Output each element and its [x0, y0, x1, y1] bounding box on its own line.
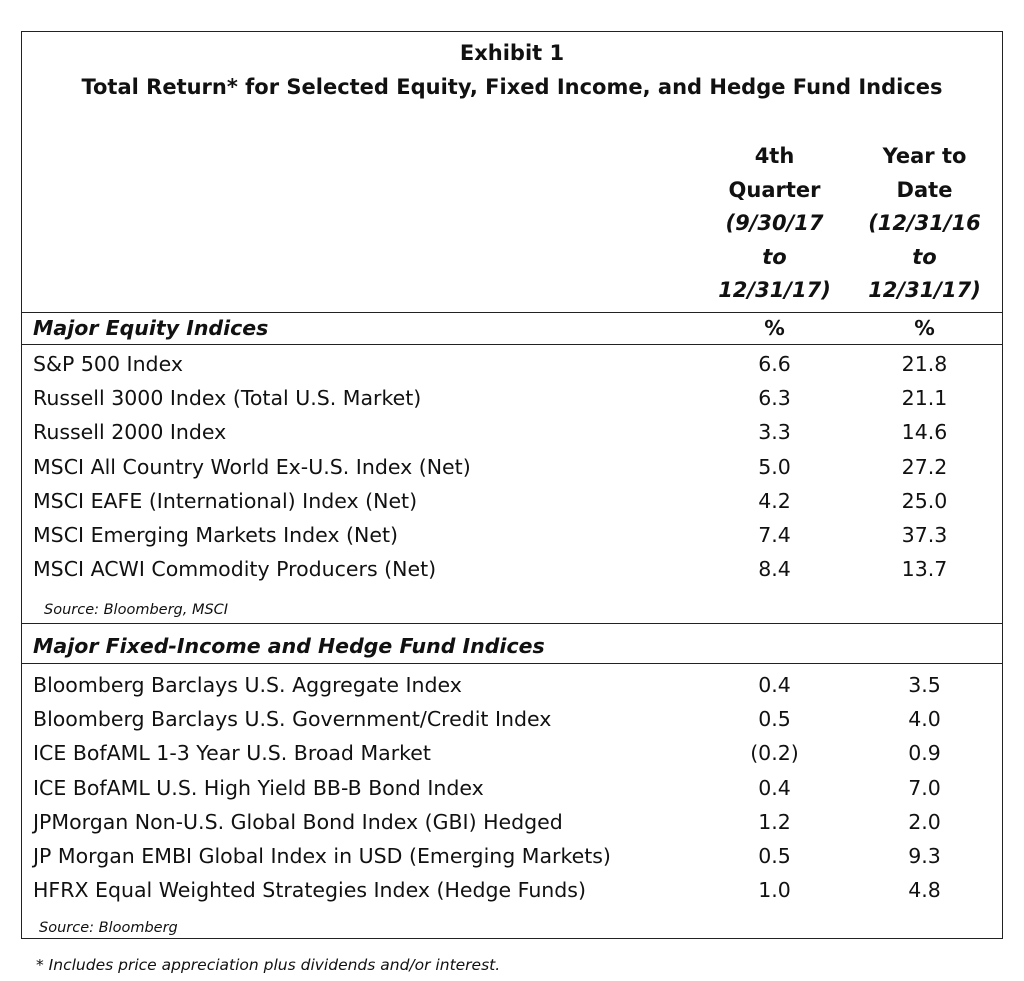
column-header-ytd-line: to	[912, 244, 937, 269]
ytd-return: 7.0	[908, 775, 941, 800]
ytd-return: 27.2	[901, 454, 948, 479]
q4-return: 7.4	[758, 523, 791, 547]
ytd-return: 3.5	[908, 673, 941, 697]
equity-source-note: Source: Bloomberg, MSCI	[44, 602, 229, 618]
q4-return: 0.5	[758, 707, 791, 732]
q4-return: 1.0	[758, 878, 791, 903]
column-header-ytd-line: Year to	[882, 144, 967, 168]
q4-return: 0.5	[758, 844, 791, 868]
q4-return: 1.2	[758, 809, 791, 834]
table-row	[22, 484, 1002, 518]
ytd-return: 21.1	[901, 386, 948, 411]
index-name: MSCI All Country World Ex-U.S. Index (Net)	[33, 454, 471, 479]
ytd-return: 0.9	[908, 741, 941, 766]
index-name: Bloomberg Barclays U.S. Government/Credit Index	[33, 707, 552, 732]
section-divider	[22, 344, 1002, 345]
column-header-ytd	[852, 140, 997, 308]
q4-return: 6.6	[758, 352, 791, 376]
exhibit-title: Exhibit 1	[459, 41, 565, 65]
ytd-return: 9.3	[908, 844, 941, 868]
ytd-return: 25.0	[901, 488, 948, 513]
index-name: Russell 3000 Index (Total U.S. Market)	[33, 386, 422, 411]
exhibit-table	[21, 31, 1003, 939]
index-name: HFRX Equal Weighted Strategies Index (Hedge Funds)	[33, 878, 586, 903]
index-name: S&P 500 Index	[33, 352, 183, 376]
ytd-return: 14.6	[901, 420, 948, 445]
index-name: JP Morgan EMBI Global Index in USD (Emerging Markets)	[33, 844, 611, 868]
q4-return: 3.3	[758, 420, 791, 445]
column-header-q4-line: to	[762, 244, 787, 269]
index-name: Bloomberg Barclays U.S. Aggregate Index	[33, 673, 462, 697]
column-header-q4-line: 4th	[754, 144, 795, 168]
footnote: * Includes price appreciation plus dividends and/or interest.	[36, 956, 501, 974]
table-row	[22, 839, 1002, 873]
section-divider	[22, 312, 1002, 313]
q4-return: 6.3	[758, 386, 791, 411]
fixed-income-source-note: Source: Bloomberg	[39, 920, 178, 936]
column-header-q4-line: (9/30/17	[725, 211, 824, 235]
index-name: ICE BofAML U.S. High Yield BB-B Bond Index	[33, 775, 484, 800]
index-name: MSCI ACWI Commodity Producers (Net)	[33, 557, 437, 582]
q4-unit-label: %	[764, 316, 785, 340]
q4-return: 8.4	[758, 557, 791, 582]
ytd-unit-label: %	[914, 316, 935, 340]
q4-return: 4.2	[758, 488, 791, 513]
column-header-ytd-line: Date	[896, 177, 953, 202]
q4-return: 0.4	[758, 673, 791, 697]
table-row	[22, 415, 1002, 449]
ytd-return: 13.7	[901, 557, 948, 582]
q4-return: 5.0	[758, 454, 791, 479]
table-row	[22, 552, 1002, 586]
table-row	[22, 873, 1002, 907]
column-header-ytd-line: 12/31/17)	[868, 278, 981, 302]
table-row	[22, 347, 1002, 381]
table-row	[22, 668, 1002, 702]
column-header-ytd-line: (12/31/16	[868, 211, 981, 235]
exhibit-subtitle: Total Return* for Selected Equity, Fixed Income, and Hedge Fund Indices	[81, 75, 943, 99]
table-row	[22, 450, 1002, 484]
ytd-return: 4.8	[908, 878, 941, 903]
ytd-return: 21.8	[901, 352, 948, 376]
section-divider	[22, 623, 1002, 624]
ytd-return: 37.3	[901, 523, 948, 547]
table-row	[22, 805, 1002, 839]
fixed-income-section-heading: Major Fixed-Income and Hedge Fund Indices	[33, 634, 545, 658]
index-name: ICE BofAML 1-3 Year U.S. Broad Market	[33, 741, 431, 766]
index-name: MSCI EAFE (International) Index (Net)	[33, 488, 418, 513]
table-row	[22, 518, 1002, 552]
column-header-q4-line: Quarter	[728, 177, 821, 202]
table-row	[22, 381, 1002, 415]
q4-return: 0.4	[758, 775, 791, 800]
ytd-return: 2.0	[908, 809, 941, 834]
section-divider	[22, 663, 1002, 664]
q4-return: (0.2)	[750, 741, 799, 766]
column-header-q4-line: 12/31/17)	[718, 278, 831, 302]
index-name: JPMorgan Non-U.S. Global Bond Index (GBI) Hedged	[33, 809, 563, 834]
table-row	[22, 702, 1002, 736]
index-name: MSCI Emerging Markets Index (Net)	[33, 523, 399, 547]
index-name: Russell 2000 Index	[33, 420, 227, 445]
ytd-return: 4.0	[908, 707, 941, 732]
table-row	[22, 736, 1002, 770]
table-row	[22, 771, 1002, 805]
column-header-q4	[702, 140, 847, 308]
equity-section-heading: Major Equity Indices	[33, 316, 269, 340]
